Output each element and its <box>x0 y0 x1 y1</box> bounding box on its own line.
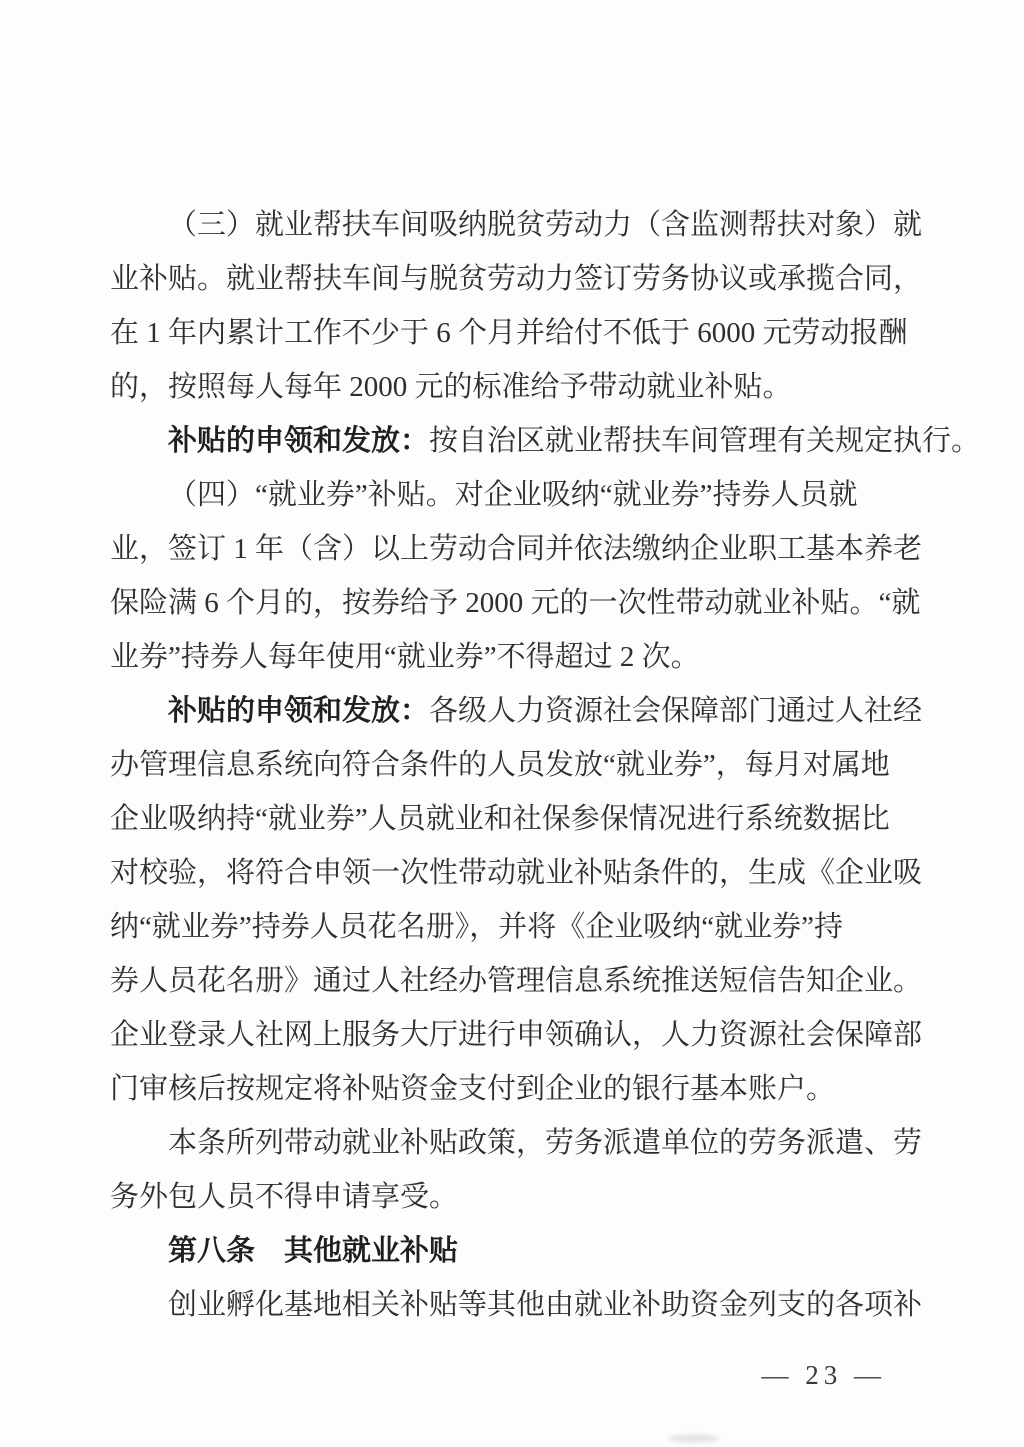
text-line: 务外包人员不得申请享受。 <box>110 1181 459 1213</box>
text-line: （四）“就业券”补贴。对企业吸纳“就业券”持券人员就 <box>168 479 858 511</box>
text-line: 企业吸纳持“就业券”人员就业和社保参保情况进行系统数据比 <box>110 803 890 835</box>
text-line: 纳“就业券”持券人员花名册》，并将《企业吸纳“就业券”持 <box>110 911 843 943</box>
bold-lead-label: 补贴的申领和发放： <box>168 695 430 727</box>
page-number: — 23 — <box>761 1360 886 1390</box>
section-heading: 第八条 其他就业补贴 <box>168 1235 459 1267</box>
text-line: 对校验，将符合申领一次性带动就业补贴条件的，生成《企业吸 <box>110 857 923 889</box>
text-line: 办管理信息系统向符合条件的人员发放“就业券”，每月对属地 <box>110 749 890 781</box>
text-line: 本条所列带动就业补贴政策，劳务派遣单位的劳务派遣、劳 <box>168 1127 923 1159</box>
text-line: 业券”持券人每年使用“就业券”不得超过 2 次。 <box>110 641 700 673</box>
text-line: 保险满 6 个月的，按券给予 2000 元的一次性带动就业补贴。“就 <box>110 587 921 619</box>
bold-lead-label: 补贴的申领和发放： <box>168 425 430 457</box>
text-line: 门审核后按规定将补贴资金支付到企业的银行基本账户。 <box>110 1073 836 1105</box>
text-line: 的，按照每人每年 2000 元的标准给予带动就业补贴。 <box>110 371 792 403</box>
text-line: 企业登录人社网上服务大厅进行申领确认，人力资源社会保障部 <box>110 1019 923 1051</box>
text-line: 业，签订 1 年（含）以上劳动合同并依法缴纳企业职工基本养老 <box>110 533 923 565</box>
text-line: （三）就业帮扶车间吸纳脱贫劳动力（含监测帮扶对象）就 <box>168 209 923 241</box>
scan-artifact <box>668 1434 720 1443</box>
document-body <box>110 198 981 1332</box>
text-line: 补贴的申领和发放：各级人力资源社会保障部门通过人社经 <box>168 695 923 727</box>
text-line: 在 1 年内累计工作不少于 6 个月并给付不低于 6000 元劳动报酬 <box>110 317 908 349</box>
text-line: 业补贴。就业帮扶车间与脱贫劳动力签订劳务协议或承揽合同， <box>110 263 923 295</box>
text-line: 券人员花名册》通过人社经办管理信息系统推送短信告知企业。 <box>110 965 923 997</box>
text-line: 补贴的申领和发放：按自治区就业帮扶车间管理有关规定执行。 <box>168 425 981 457</box>
text-line: 创业孵化基地相关补贴等其他由就业补助资金列支的各项补 <box>168 1289 923 1321</box>
